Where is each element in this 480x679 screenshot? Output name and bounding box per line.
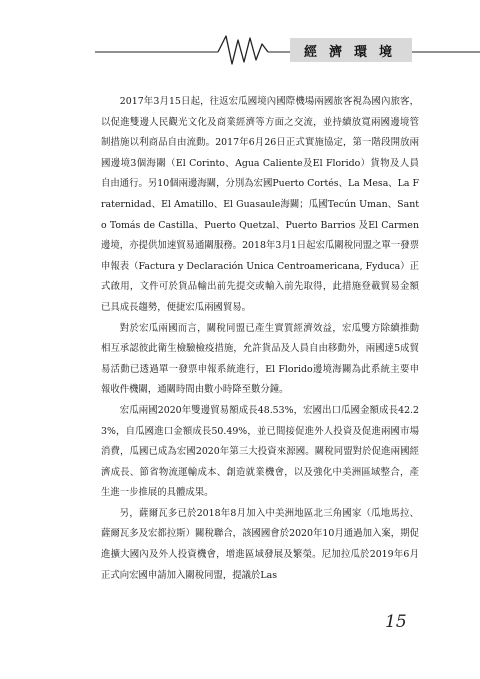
- paragraph-1: 2017年3月15日起，往返宏瓜國境內國際機場兩國旅客視為國內旅客，以促進雙邊人民觀光文化及商業經濟等方面之交流，並持續放寬兩國邊境管制措施以利商品自由流動。2017年6月26日正式實施協定，第一階段開放兩國邊境3個海關（El Corinto、Agua Caliente及El Florido）貨物及人員自由通行。另10個兩邊海關，分別為宏國Puerto Cortés、La Mesa、La Fraternidad、El Amatillo、El Guasaule海關；瓜國Tecún Uman、Santo Tomás de Castilla、Puerto Quetzal、Puerto Barrios 及El Carmen邊境，亦提供加速貿易通關服務。2018年3月1日起宏瓜關稅同盟之單一發票申報表（Factura y Declaración Unica Centroamericana, Fyduca）正式啟用，文件可於貨品輸出前先提交或輸入前先取得，此措施登載貿易金額已具成長趨勢，便捷宏瓜兩國貿易。: [101, 96, 419, 313]
- article-body: [101, 92, 419, 586]
- paragraph-2: 對於宏瓜兩國而言，關稅同盟已產生實質經濟效益，宏瓜雙方除續推動相互承認彼此衛生檢驗檢疫措施，允許貨品及人員自由移動外，兩國達5成貿易活動已透過單一發票申報系統進行，El Florido邊境海關為此系統主要申報收件機關，通關時間由數小時降至數分鐘。: [101, 322, 419, 396]
- page-number: 15: [385, 612, 407, 632]
- page-header: [0, 0, 480, 70]
- section-label: 經濟環境: [290, 38, 412, 62]
- paragraph-3: 宏瓜兩國2020年雙邊貿易額成長48.53%，宏國出口瓜國金額成長42.23%，自瓜國進口金額成長50.49%，並已間接促進外人投資及促進兩國市場消費，瓜國已成為宏國2020年第三大投資來源國。關稅同盟對於促進兩國經濟成長、節省物流運輸成本、創造就業機會，以及強化中美洲區域整合，產生進一步推展的具體成果。: [101, 404, 419, 499]
- paragraph-4: 另，薩爾瓦多已於2018年8月加入中美洲地區北三角國家（瓜地馬拉、薩爾瓦多及宏都拉斯）關稅聯合，該國國會於2020年10月通過加入案，期促進擴大國內及外人投資機會，增進區域發展及繁榮。尼加拉瓜於2019年6月正式向宏國申請加入關稅同盟，提議於Las: [101, 507, 419, 581]
